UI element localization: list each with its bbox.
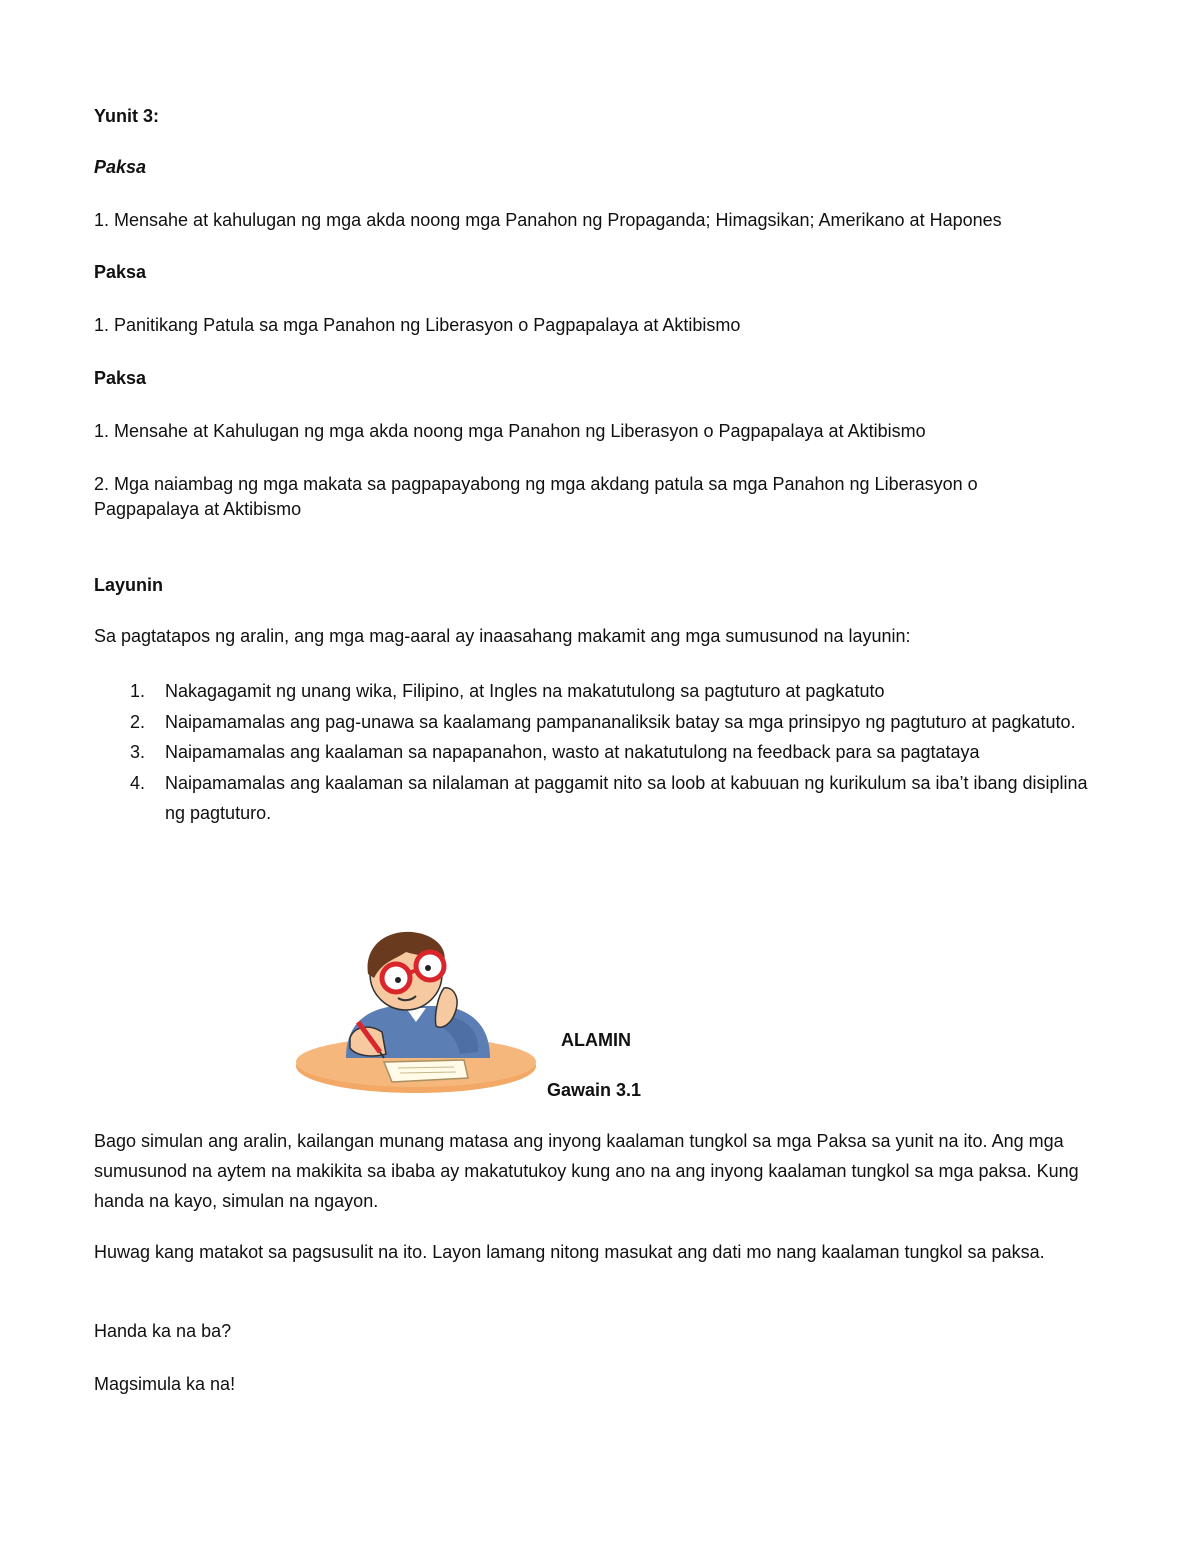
paksa-heading-3: Paksa <box>94 368 147 388</box>
paksa-2-item-1: 1. Panitikang Patula sa mga Panahon ng Liberasyon o Pagpapalaya at Aktibismo <box>94 315 741 335</box>
magsimula-line: Magsimula ka na! <box>94 1374 236 1394</box>
layunin-intro: Sa pagtatapos ng aralin, ang mga mag-aaral ay inaasahang makamit ang mga sumusunod na layunin: <box>94 626 911 646</box>
paksa-heading-1: Paksa <box>94 157 147 177</box>
handa-line: Handa ka na ba? <box>94 1321 232 1341</box>
alamin-paragraph-2: Huwag kang matakot sa pagsusulit na ito. Layon lamang nitong masukat ang dati mo nang kaalaman tungkol sa paksa. <box>94 1242 1045 1262</box>
objective-text: Nakagagamit ng unang wika, Filipino, at Ingles na makatutulong sa pagtuturo at pagkatuto <box>165 681 885 701</box>
objective-text: Naipamamalas ang pag-unawa sa kaalamang pampananaliksik batay sa mga prinsipyo ng pagtuturo at pagkatuto. <box>165 711 1076 732</box>
objective-item <box>94 737 1104 768</box>
objective-item <box>94 707 1104 738</box>
alamin-paragraph-1: Bago simulan ang aralin, kailangan munang matasa ang inyong kaalaman tungkol sa mga Paksa sa yunit na ito. Ang mga sumusunod na aytem na makikita sa ibaba ay makatutukoy kung ano na ang inyong kaalaman tungkol sa mga paksa. Kung handa na kayo, simulan na ngayon. <box>94 1131 1079 1211</box>
objective-text: Naipamamalas ang kaalaman sa nilalaman at paggamit nito sa loob at kabuuan ng kurikulum sa iba’t ibang disiplina ng pagtuturo. <box>165 772 1088 823</box>
objective-text: Naipamamalas ang kaalaman sa napapanahon, wasto at nakatutulong na feedback para sa pagtataya <box>165 742 980 762</box>
layunin-heading: Layunin <box>94 575 164 595</box>
unit-title: Yunit 3: <box>94 106 160 126</box>
student-thinking-illustration <box>294 926 540 1096</box>
objective-item <box>94 676 1104 707</box>
paksa-1-item-1: 1. Mensahe at kahulugan ng mga akda noong mga Panahon ng Propaganda; Himagsikan; Amerikano at Hapones <box>94 210 1002 230</box>
objective-number: 1. <box>130 681 146 701</box>
paksa-3-item-1: 1. Mensahe at Kahulugan ng mga akda noong mga Panahon ng Liberasyon o Pagpapalaya at Aktibismo <box>94 421 926 441</box>
alamin-title: ALAMIN <box>561 1030 631 1050</box>
objectives-list <box>94 676 1104 829</box>
objective-number: 4. <box>130 772 146 793</box>
notebook-shape <box>384 1060 468 1082</box>
gawain-subtitle: Gawain 3.1 <box>547 1080 642 1100</box>
paksa-heading-2: Paksa <box>94 262 147 282</box>
objective-number: 2. <box>130 711 146 732</box>
paksa-3-item-2: 2. Mga naiambag ng mga makata sa pagpapayabong ng mga akdang patula sa mga Panahon ng Liberasyon o Pagpapalaya at Aktibismo <box>94 474 978 519</box>
objective-item <box>94 768 1104 829</box>
objective-number: 3. <box>130 742 146 762</box>
